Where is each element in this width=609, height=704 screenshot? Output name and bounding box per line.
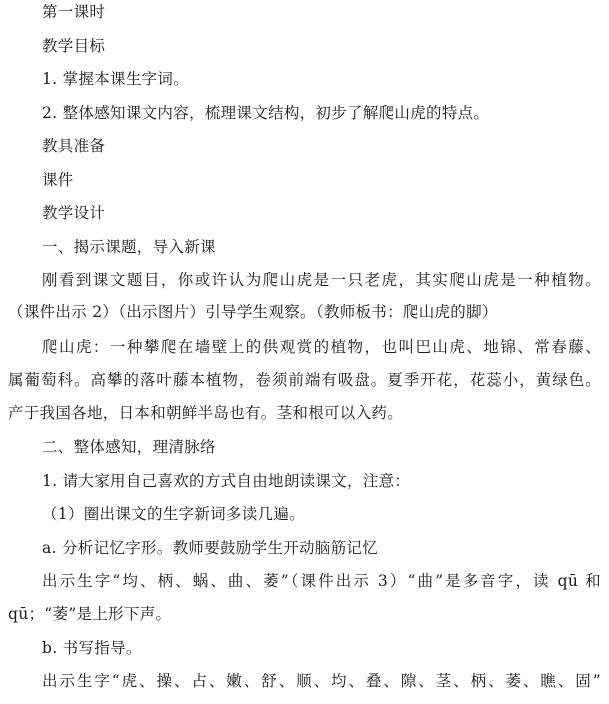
paragraph-line: a. 分析记忆字形。教师要鼓励学生开动脑筋记忆 xyxy=(42,539,378,557)
section-2-heading: 二、整体感知，理清脉络 xyxy=(42,438,216,456)
goal-item-2: 2. 整体感知课文内容，梳理课文结构，初步了解爬山虎的特点。 xyxy=(42,104,490,122)
paragraph-line: 出示生字“均、柄、蜗、曲、萎”（课件出示 3）“曲”是多音字，读 qū 和 xyxy=(42,572,601,590)
paragraph-line: 出示生字“虎、操、占、嫩、舒、顺、均、叠、隙、茎、柄、萎、瞧、固” xyxy=(42,672,601,690)
paragraph-line: 1. 请大家用自己喜欢的方式自由地朗读课文，注意： xyxy=(42,472,411,490)
teaching-aids-text: 课件 xyxy=(42,171,74,189)
paragraph-line: qū；“萎”是上形下声。 xyxy=(8,605,172,623)
teaching-design-heading: 教学设计 xyxy=(42,204,106,222)
paragraph-line: （1）圈出课文的生字新词多读几遍。 xyxy=(42,505,305,523)
lesson-period-heading: 第一课时 xyxy=(42,3,106,21)
paragraph-line: b. 书写指导。 xyxy=(42,639,142,657)
goal-item-1: 1. 掌握本课生字词。 xyxy=(42,70,190,88)
paragraph-line: 产于我国各地，日本和朝鲜半岛也有。茎和根可以入药。 xyxy=(8,404,404,422)
paragraph-line: 属葡萄科。高攀的落叶藤本植物，卷须前端有吸盘。夏季开花，花蕊小，黄绿色。 xyxy=(8,371,601,389)
teaching-aids-heading: 教具准备 xyxy=(42,137,106,155)
section-1-heading: 一、揭示课题，导入新课 xyxy=(42,238,216,256)
paragraph-line: 爬山虎：一种攀爬在墙壁上的供观赏的植物，也叫巴山虎、地锦、常春藤、 xyxy=(42,338,601,356)
teaching-goals-heading: 教学目标 xyxy=(42,37,106,55)
paragraph-line: 刚看到课文题目，你或许认为爬山虎是一只老虎，其实爬山虎是一种植物。 xyxy=(42,271,601,289)
paragraph-line: （课件出示 2）（出示图片）引导学生观察。（教师板书：爬山虎的脚） xyxy=(8,303,498,321)
